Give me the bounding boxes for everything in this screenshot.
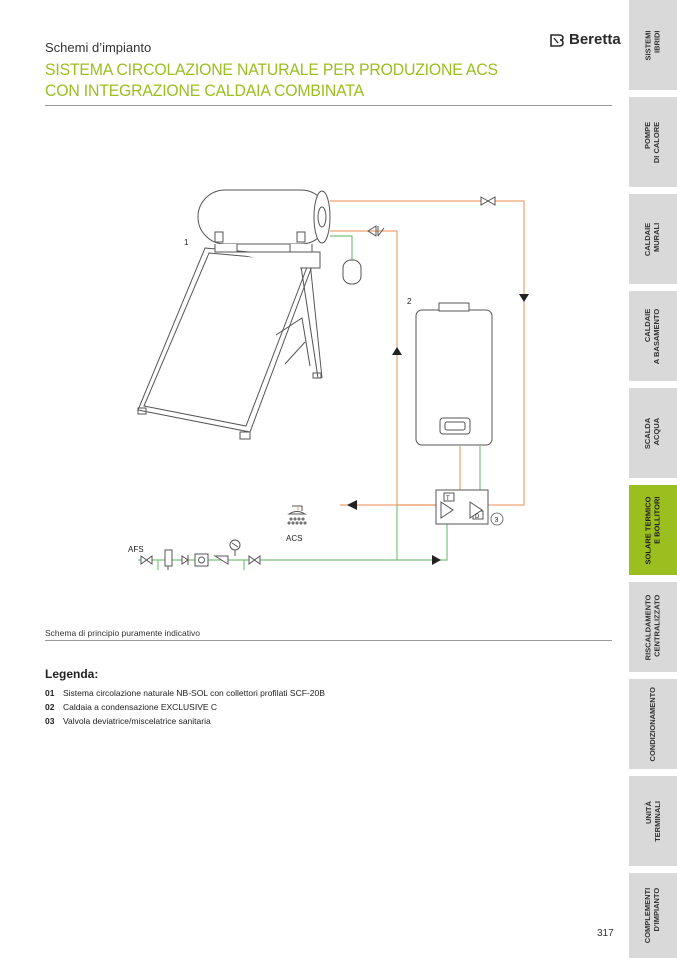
tab-label: CONDIZIONAMENTO	[647, 686, 657, 762]
legend-item	[45, 714, 325, 728]
legend-item	[45, 686, 325, 700]
tab-label: UNITÀ TERMINALI	[643, 800, 661, 842]
tab-pompe-di-calore[interactable]	[629, 97, 677, 187]
tab-caldaie-a-basamento[interactable]	[629, 291, 677, 381]
tab-sistemi-ibridi[interactable]	[629, 0, 677, 90]
tab-label: CALDAIE A BASAMENTO	[643, 308, 662, 364]
legend-item-num: 03	[45, 716, 55, 726]
tab-complementi-impianto[interactable]	[629, 873, 677, 958]
tab-condizionamento[interactable]	[629, 679, 677, 769]
label-afs: AFS	[128, 545, 144, 554]
tab-label: SISTEMI IBRIDI	[643, 29, 661, 61]
page-number: 317	[597, 928, 614, 939]
legend-item-text: Valvola deviatrice/miscelatrice sanitaria	[63, 716, 211, 726]
storage-tank	[198, 190, 330, 268]
label-acs: ACS	[286, 534, 303, 543]
section-label: Schemi d’impianto	[45, 40, 152, 55]
legend-item-text: Caldaia a condensazione EXCLUSIVE C	[63, 702, 218, 712]
brand-name: Beretta	[569, 31, 621, 48]
tab-label: RISCALDAMENTO CENTRALIZZATO	[643, 594, 662, 660]
tab-solare-termico[interactable]	[629, 485, 677, 575]
legend-item-num: 02	[45, 702, 55, 712]
inlet-components	[141, 540, 260, 570]
page-title-line2: CON INTEGRAZIONE CALDAIA COMBINATA	[45, 81, 365, 100]
solar-collector	[138, 248, 322, 439]
legend-item	[45, 700, 325, 714]
page-title	[45, 59, 498, 101]
brand-logo	[549, 31, 621, 48]
plant-diagram	[45, 110, 565, 570]
page-title-line1: SISTEMA CIRCOLAZIONE NATURALE PER PRODUZIONE ACS	[45, 60, 498, 79]
tab-scalda-acqua[interactable]	[629, 388, 677, 478]
label-t: T	[446, 496, 450, 502]
header-divider	[45, 105, 612, 106]
label-3: 3	[494, 517, 499, 524]
section-tabs	[629, 0, 677, 958]
tab-riscaldamento-centralizzato[interactable]	[629, 582, 677, 672]
diagram-note: Schema di principio puramente indicativo	[45, 628, 200, 638]
tab-label: CALDAIE MURALI	[643, 222, 661, 256]
tab-unita-terminali[interactable]	[629, 776, 677, 866]
tab-label: SCALDA ACQUA	[643, 417, 661, 449]
label-1: 1	[184, 238, 189, 247]
legend-item-text: Sistema circolazione naturale NB-SOL con collettori profilati SCF-20B	[63, 688, 325, 698]
legend-list	[45, 686, 325, 728]
mixing-valve-box	[436, 490, 488, 524]
label-d: D	[475, 514, 480, 520]
legend-item-num: 01	[45, 688, 55, 698]
valve-top	[481, 197, 495, 205]
brand-logo-icon	[549, 33, 565, 47]
expansion-vessel	[343, 260, 361, 284]
tab-label: SOLARE TERMICO E BOLLITORI	[643, 496, 662, 564]
legend-title: Legenda:	[45, 667, 99, 681]
note-divider	[45, 640, 612, 641]
tab-label: POMPE DI CALORE	[643, 121, 661, 163]
label-2: 2	[407, 297, 412, 306]
tab-caldaie-murali[interactable]	[629, 194, 677, 284]
shower-outlet	[288, 506, 306, 524]
boiler	[416, 303, 492, 445]
tab-label: COMPLEMENTI D'IMPIANTO	[643, 887, 662, 944]
